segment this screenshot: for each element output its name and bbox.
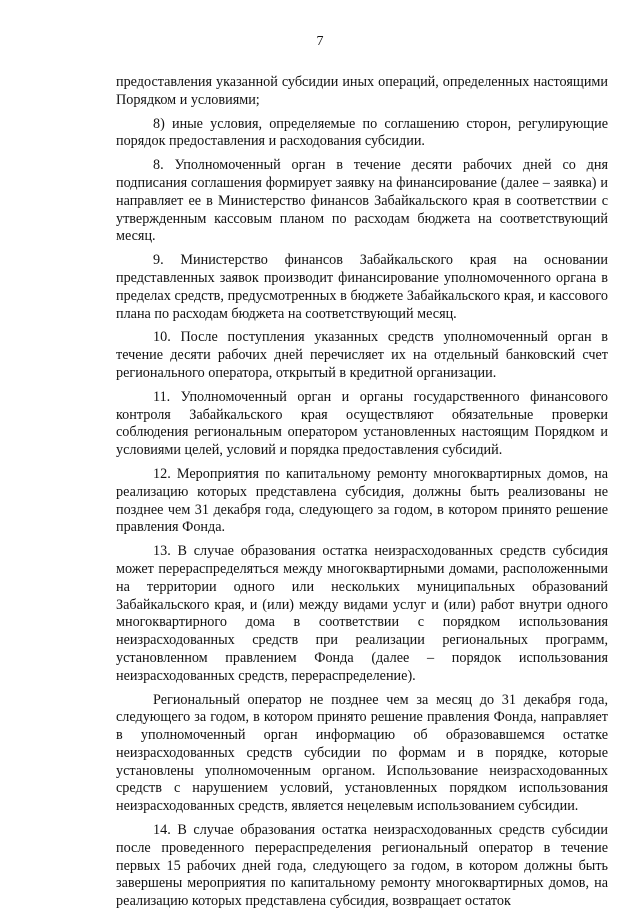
- paragraph-14: 14. В случае образования остатка неизрасходованных средств субсидии после проведенного перераспределения региональный оператор в течение первых 15 рабочих дней года, следующего за годом, в котором должны быть завершены мероприятия по капитальному ремонту многоквартирных домов, на реализацию которых представлена субсидия, возвращает остаток: [116, 822, 608, 910]
- paragraph-8: 8. Уполномоченный орган в течение десяти рабочих дней со дня подписания соглашения формирует заявку на финансирование (далее – заявка) и направляет ее в Министерство финансов Забайкальского края в соответствии с утвержденным кассовым планом по расходам бюджета на соответствующий месяц.: [116, 157, 608, 245]
- page-number: 7: [316, 34, 324, 49]
- paragraph-13-regional-operator: Региональный оператор не позднее чем за месяц до 31 декабря года, следующего за годом, в котором принято решение правления Фонда, направляет в уполномоченный орган информацию об образовавшемся остатке неизрасходованных средств субсидии по формам и в порядке, которые установлены уполномоченным органом. Использование неизрасходованных средств с нарушением условий, установленных порядком использования неизрасходованных средств, является нецелевым использованием субсидии.: [116, 691, 608, 815]
- paragraph-12: 12. Мероприятия по капитальному ремонту многоквартирных домов, на реализацию которых представлена субсидия, должны быть реализованы не позднее чем 31 декабря года, следующего за годом, в котором принято решение правления Фонда.: [116, 465, 608, 536]
- document-body: [116, 74, 608, 917]
- paragraph-11: 11. Уполномоченный орган и органы государственного финансового контроля Забайкальского края осуществляют обязательные проверки соблюдения региональным оператором установленных настоящим Порядком и условиями целей, условий и порядка предоставления субсидий.: [116, 388, 608, 459]
- paragraph-item-8-condition: 8) иные условия, определяемые по соглашению сторон, регулирующие порядок предоставления и расходования субсидии.: [116, 115, 608, 150]
- paragraph-9: 9. Министерство финансов Забайкальского края на основании представленных заявок производит финансирование уполномоченного органа в пределах средств, предусмотренных в бюджете Забайкальского края, и кассового плана по расходам бюджета на соответствующий месяц.: [116, 252, 608, 322]
- paragraph-continuation: предоставления указанной субсидии иных операций, определенных настоящими Порядком и условиями;: [116, 74, 608, 108]
- paragraph-13: 13. В случае образования остатка неизрасходованных средств субсидия может перераспределяться между многоквартирными домами, расположенными на территории одного или нескольких муниципальных образований Забайкальского края, и (или) между видами услуг и (или) работ внутри одного многоквартирного дома в соответствии с порядком использования неизрасходованных средств при реализации региональных программ, установленном правлением Фонда (далее – порядок использования неизрасходованных средств, перераспределение).: [116, 543, 608, 684]
- paragraph-10: 10. После поступления указанных средств уполномоченный орган в течение десяти рабочих дней перечисляет их на отдельный банковский счет регионального оператора, открытый в кредитной организации.: [116, 329, 608, 381]
